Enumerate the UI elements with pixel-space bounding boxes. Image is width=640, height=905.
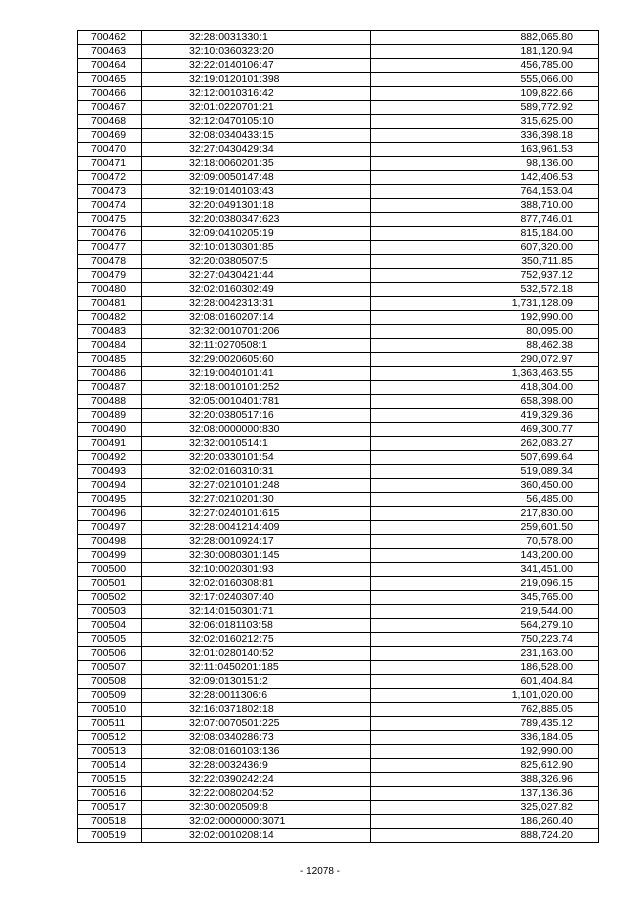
record-id-cell: 700478 [78,255,142,269]
cadastral-number-cell: 32:10:0020301:93 [142,563,371,577]
table-row [78,87,599,101]
amount-cell: 219,544.00 [371,605,599,619]
table-row [78,451,599,465]
table-row [78,423,599,437]
record-id-cell: 700471 [78,157,142,171]
cadastral-number-cell: 32:14:0150301:71 [142,605,371,619]
cadastral-number-cell: 32:10:0130301:85 [142,241,371,255]
table-row [78,241,599,255]
cadastral-number-cell: 32:32:0010701:206 [142,325,371,339]
table-row [78,409,599,423]
record-id-cell: 700475 [78,213,142,227]
record-id-cell: 700481 [78,297,142,311]
cadastral-number-cell: 32:22:0140106:47 [142,59,371,73]
amount-cell: 877,746.01 [371,213,599,227]
table-row [78,745,599,759]
record-id-cell: 700477 [78,241,142,255]
amount-cell: 888,724.20 [371,829,599,843]
amount-cell: 658,398.00 [371,395,599,409]
amount-cell: 1,363,463.55 [371,367,599,381]
cadastral-number-cell: 32:08:0340433:15 [142,129,371,143]
table-row [78,213,599,227]
table-row [78,591,599,605]
cadastral-number-cell: 32:19:0140103:43 [142,185,371,199]
table-row [78,395,599,409]
cadastral-number-cell: 32:06:0181103:58 [142,619,371,633]
amount-cell: 231,163.00 [371,647,599,661]
table-row [78,73,599,87]
amount-cell: 88,462.38 [371,339,599,353]
record-id-cell: 700499 [78,549,142,563]
amount-cell: 555,066.00 [371,73,599,87]
amount-cell: 419,329.36 [371,409,599,423]
amount-cell: 315,625.00 [371,115,599,129]
table-row [78,493,599,507]
record-id-cell: 700518 [78,815,142,829]
record-id-cell: 700485 [78,353,142,367]
table-row [78,479,599,493]
amount-cell: 259,601.50 [371,521,599,535]
cadastral-number-cell: 32:09:0130151:2 [142,675,371,689]
record-id-cell: 700467 [78,101,142,115]
record-id-cell: 700498 [78,535,142,549]
amount-cell: 752,937.12 [371,269,599,283]
cadastral-number-cell: 32:28:0010924:17 [142,535,371,549]
record-id-cell: 700505 [78,633,142,647]
amount-cell: 192,990.00 [371,311,599,325]
amount-cell: 532,572.18 [371,283,599,297]
table-row [78,45,599,59]
cadastral-number-cell: 32:02:0160302:49 [142,283,371,297]
table-row [78,199,599,213]
record-id-cell: 700470 [78,143,142,157]
cadastral-number-cell: 32:09:0410205:19 [142,227,371,241]
amount-cell: 98,136.00 [371,157,599,171]
table-row [78,59,599,73]
table-row [78,661,599,675]
cadastral-number-cell: 32:08:0160103:136 [142,745,371,759]
table-row [78,619,599,633]
cadastral-number-cell: 32:29:0020605:60 [142,353,371,367]
cadastral-number-cell: 32:27:0210201:30 [142,493,371,507]
record-id-cell: 700464 [78,59,142,73]
amount-cell: 163,961.53 [371,143,599,157]
amount-cell: 764,153.04 [371,185,599,199]
record-id-cell: 700487 [78,381,142,395]
cadastral-number-cell: 32:22:0080204:52 [142,787,371,801]
amount-cell: 143,200.00 [371,549,599,563]
amount-cell: 789,435.12 [371,717,599,731]
table-row [78,185,599,199]
amount-cell: 217,830.00 [371,507,599,521]
amount-cell: 825,612.90 [371,759,599,773]
table-row [78,577,599,591]
record-id-cell: 700484 [78,339,142,353]
amount-cell: 607,320.00 [371,241,599,255]
amount-cell: 564,279.10 [371,619,599,633]
table-row [78,143,599,157]
cadastral-number-cell: 32:28:0041214:409 [142,521,371,535]
amount-cell: 750,223.74 [371,633,599,647]
table-row [78,549,599,563]
cadastral-number-cell: 32:20:0380507:5 [142,255,371,269]
record-id-cell: 700515 [78,773,142,787]
record-id-cell: 700476 [78,227,142,241]
record-id-cell: 700465 [78,73,142,87]
record-id-cell: 700488 [78,395,142,409]
record-id-cell: 700511 [78,717,142,731]
table-row [78,703,599,717]
table-row [78,297,599,311]
cadastral-number-cell: 32:19:0120101:398 [142,73,371,87]
record-id-cell: 700474 [78,199,142,213]
record-id-cell: 700482 [78,311,142,325]
table-row [78,381,599,395]
record-id-cell: 700519 [78,829,142,843]
record-id-cell: 700492 [78,451,142,465]
table-row [78,633,599,647]
table-row [78,31,599,45]
table-row [78,787,599,801]
record-id-cell: 700495 [78,493,142,507]
table-row [78,773,599,787]
data-table [77,30,599,843]
cadastral-number-cell: 32:32:0010514:1 [142,437,371,451]
record-id-cell: 700507 [78,661,142,675]
amount-cell: 219,096.15 [371,577,599,591]
cadastral-number-cell: 32:01:0220701:21 [142,101,371,115]
table-row [78,157,599,171]
amount-cell: 601,404.84 [371,675,599,689]
table-row [78,563,599,577]
cadastral-number-cell: 32:05:0010401:781 [142,395,371,409]
amount-cell: 80,095.00 [371,325,599,339]
cadastral-number-cell: 32:20:0491301:18 [142,199,371,213]
cadastral-number-cell: 32:11:0450201:185 [142,661,371,675]
amount-cell: 336,184.05 [371,731,599,745]
record-id-cell: 700479 [78,269,142,283]
record-id-cell: 700500 [78,563,142,577]
amount-cell: 388,326.96 [371,773,599,787]
cadastral-number-cell: 32:30:0080301:145 [142,549,371,563]
page-number: - 12078 - [299,866,341,877]
record-id-cell: 700480 [78,283,142,297]
amount-cell: 186,260.40 [371,815,599,829]
amount-cell: 882,065.80 [371,31,599,45]
record-id-cell: 700490 [78,423,142,437]
amount-cell: 388,710.00 [371,199,599,213]
amount-cell: 186,528.00 [371,661,599,675]
amount-cell: 519,089.34 [371,465,599,479]
cadastral-number-cell: 32:27:0430421:44 [142,269,371,283]
amount-cell: 181,120.94 [371,45,599,59]
cadastral-number-cell: 32:27:0430429:34 [142,143,371,157]
record-id-cell: 700463 [78,45,142,59]
record-id-cell: 700504 [78,619,142,633]
record-id-cell: 700491 [78,437,142,451]
amount-cell: 456,785.00 [371,59,599,73]
table-row [78,731,599,745]
cadastral-number-cell: 32:08:0340286:73 [142,731,371,745]
table-row [78,465,599,479]
record-id-cell: 700483 [78,325,142,339]
amount-cell: 341,451.00 [371,563,599,577]
record-id-cell: 700489 [78,409,142,423]
table-row [78,101,599,115]
cadastral-number-cell: 32:09:0050147:48 [142,171,371,185]
record-id-cell: 700493 [78,465,142,479]
record-id-cell: 700486 [78,367,142,381]
table-row [78,717,599,731]
table-row [78,815,599,829]
cadastral-number-cell: 32:01:0280140:52 [142,647,371,661]
amount-cell: 1,101,020.00 [371,689,599,703]
cadastral-number-cell: 32:08:0160207:14 [142,311,371,325]
cadastral-number-cell: 32:19:0040101:41 [142,367,371,381]
record-id-cell: 700462 [78,31,142,45]
table-row [78,129,599,143]
table-row [78,115,599,129]
cadastral-number-cell: 32:08:0000000:830 [142,423,371,437]
table-row [78,647,599,661]
cadastral-number-cell: 32:30:0020509:8 [142,801,371,815]
table-row [78,367,599,381]
table-row [78,521,599,535]
record-id-cell: 700466 [78,87,142,101]
table-row [78,339,599,353]
record-id-cell: 700494 [78,479,142,493]
cadastral-number-cell: 32:20:0380517:16 [142,409,371,423]
record-id-cell: 700516 [78,787,142,801]
table-row [78,507,599,521]
record-id-cell: 700508 [78,675,142,689]
amount-cell: 589,772.92 [371,101,599,115]
cadastral-number-cell: 32:02:0160308:81 [142,577,371,591]
amount-cell: 1,731,128.09 [371,297,599,311]
amount-cell: 109,822.66 [371,87,599,101]
cadastral-number-cell: 32:22:0390242:24 [142,773,371,787]
table-row [78,311,599,325]
cadastral-number-cell: 32:10:0360323:20 [142,45,371,59]
cadastral-number-cell: 32:28:0042313:31 [142,297,371,311]
table-row [78,759,599,773]
record-id-cell: 700501 [78,577,142,591]
table-row [78,255,599,269]
table-row [78,283,599,297]
cadastral-number-cell: 32:28:0032436:9 [142,759,371,773]
record-id-cell: 700514 [78,759,142,773]
amount-cell: 350,711.85 [371,255,599,269]
amount-cell: 290,072.97 [371,353,599,367]
table-row [78,801,599,815]
amount-cell: 418,304.00 [371,381,599,395]
cadastral-number-cell: 32:02:0010208:14 [142,829,371,843]
table-row [78,535,599,549]
record-id-cell: 700472 [78,171,142,185]
amount-cell: 142,406.53 [371,171,599,185]
table-row [78,675,599,689]
record-id-cell: 700503 [78,605,142,619]
cadastral-number-cell: 32:27:0210101:248 [142,479,371,493]
cadastral-number-cell: 32:07:0070501:225 [142,717,371,731]
record-id-cell: 700513 [78,745,142,759]
table-row [78,605,599,619]
cadastral-number-cell: 32:20:0330101:54 [142,451,371,465]
table-body [78,31,599,843]
table-row [78,325,599,339]
amount-cell: 137,136.36 [371,787,599,801]
amount-cell: 262,083.27 [371,437,599,451]
record-id-cell: 700468 [78,115,142,129]
amount-cell: 345,765.00 [371,591,599,605]
cadastral-number-cell: 32:18:0060201:35 [142,157,371,171]
amount-cell: 360,450.00 [371,479,599,493]
record-id-cell: 700502 [78,591,142,605]
table-row [78,689,599,703]
amount-cell: 56,485.00 [371,493,599,507]
cadastral-number-cell: 32:27:0240101:615 [142,507,371,521]
table-row [78,353,599,367]
record-id-cell: 700510 [78,703,142,717]
cadastral-number-cell: 32:12:0470105:10 [142,115,371,129]
cadastral-number-cell: 32:20:0380347:623 [142,213,371,227]
cadastral-number-cell: 32:28:0011306:6 [142,689,371,703]
table-row [78,171,599,185]
record-id-cell: 700506 [78,647,142,661]
amount-cell: 507,699.64 [371,451,599,465]
amount-cell: 70,578.00 [371,535,599,549]
amount-cell: 336,398.18 [371,129,599,143]
table-row [78,829,599,843]
cadastral-number-cell: 32:02:0160310:31 [142,465,371,479]
table-row [78,227,599,241]
cadastral-number-cell: 32:17:0240307:40 [142,591,371,605]
table-row [78,269,599,283]
amount-cell: 192,990.00 [371,745,599,759]
cadastral-number-cell: 32:16:0371802:18 [142,703,371,717]
amount-cell: 815,184.00 [371,227,599,241]
amount-cell: 325,027.82 [371,801,599,815]
record-id-cell: 700473 [78,185,142,199]
cadastral-number-cell: 32:12:0010316:42 [142,87,371,101]
record-id-cell: 700497 [78,521,142,535]
record-id-cell: 700496 [78,507,142,521]
cadastral-number-cell: 32:18:0010101:252 [142,381,371,395]
record-id-cell: 700512 [78,731,142,745]
cadastral-number-cell: 32:28:0031330:1 [142,31,371,45]
cadastral-number-cell: 32:11:0270508:1 [142,339,371,353]
cadastral-number-cell: 32:02:0000000:3071 [142,815,371,829]
amount-cell: 469,300.77 [371,423,599,437]
record-id-cell: 700517 [78,801,142,815]
amount-cell: 762,885.05 [371,703,599,717]
cadastral-number-cell: 32:02:0160212:75 [142,633,371,647]
table-row [78,437,599,451]
record-id-cell: 700469 [78,129,142,143]
record-id-cell: 700509 [78,689,142,703]
